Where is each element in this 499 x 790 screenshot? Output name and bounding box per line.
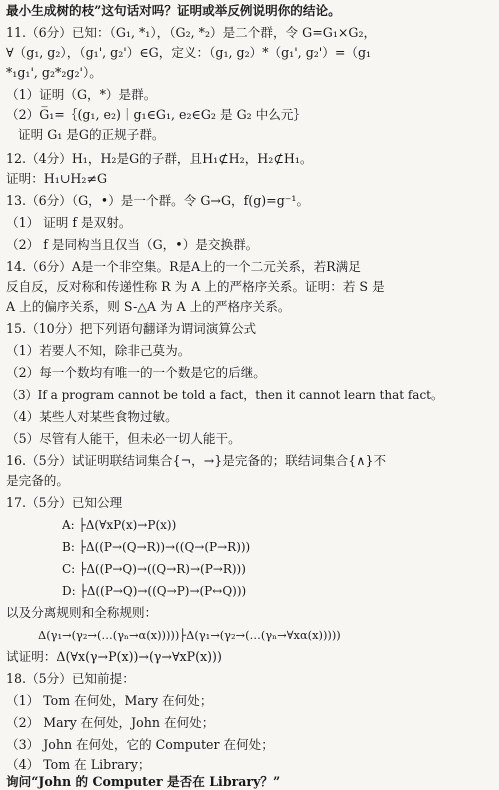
q17-formula: Δ(γ₁→(γ₂→(…(γₙ→α(x)))))├Δ(γ₁→(γ₂→(…(γₙ→∀xα(x))))) [38, 628, 341, 642]
q11-definition-cont: *₁g₁', g₂*₂g₂'）。 [6, 65, 102, 80]
q11-part2-proof: 证明 G₁ 是G的正规子群。 [18, 127, 165, 142]
q17-rules: 以及分离规则和全称规则： [6, 605, 158, 620]
q14-stem: 14.（6分）A是一个非空集。R是A上的一个二元关系，若R满足 [6, 259, 361, 274]
q14-stem-cont2: A 上的偏序关系，则 S-△A 为 A 上的严格序关系。 [6, 299, 291, 314]
q11-part1: （1）证明（G，*）是群。 [6, 87, 157, 102]
q13-part1: （1） 证明 f 是双射。 [6, 215, 132, 230]
axiom-b: B: ├Δ((P→(Q→R))→((Q→(P→R))) [62, 540, 251, 554]
q16-stem: 16.（5分）试证明联结词集合{¬，→}是完备的；联结词集合{∧}不 [6, 453, 387, 468]
axiom-c: C: ├Δ((P→Q)→((Q→R)→(P→R))) [62, 562, 246, 576]
q12-stem: 12.（4分）H₁，H₂是G的子群，且H₁⊄H₂，H₂⊄H₁。 [6, 151, 313, 166]
q17-prove: 试证明：Δ(∀x(γ→P(x))→(γ→∀xP(x))) [6, 649, 222, 664]
q15-item3: （3）If a program cannot be told a fact，then it cannot learn that fact。 [6, 388, 444, 402]
q11-stem: 11.（6分）已知：（G₁, *₁），（G₂, *₂）是二个群，令 G=G₁×G₂， [6, 25, 377, 40]
text-line-1: 最小生成树的枝”这句话对吗？证明或举反例说明你的结论。 [6, 3, 341, 18]
q13-stem: 13.（6分）（G，•）是一个群。令 G→G，f(g)=g⁻¹。 [6, 193, 310, 208]
q18-premise1: （1） Tom 在何处，Mary 在何处； [6, 693, 213, 708]
q11-part2: （2）G̅₁=｛(g₁, e₂)｜g₁∈G₁, e₂∈G₂ 是 G₂ 中么元｝ [6, 107, 307, 122]
q18-premise4: （4） Tom 在 Library； [6, 757, 151, 772]
q13-part2: （2） f 是同构当且仅当（G，•）是交换群。 [6, 237, 259, 252]
q15-item2: （2）每一个数均有唯一的一个数是它的后继。 [6, 365, 266, 380]
q15-stem: 15.（10分）把下列语句翻译为谓词演算公式 [6, 321, 257, 336]
q18-stem: 18.（5分）已知前提： [6, 671, 135, 686]
q12-proof: 证明：H₁∪H₂≠G [6, 171, 108, 186]
q18-premise2: （2） Mary 在何处，John 在何处； [6, 715, 215, 730]
q15-item1: （1）若要人不知，除非己莫为。 [6, 343, 191, 358]
q18-question: 询问“John 的 Computer 是否在 Library？” [6, 774, 281, 789]
q15-item4: （4）某些人对某些食物过敏。 [6, 409, 178, 424]
q18-premise3: （3） John 在何处，它的 Computer 在何处； [6, 737, 274, 752]
q17-stem: 17.（5分）已知公理 [6, 495, 123, 510]
q16-stem-cont: 是完备的。 [6, 473, 69, 488]
axiom-d: D: ├Δ((P→Q)→((Q→P)→(P↔Q))) [62, 584, 247, 598]
q15-item5: （5）尽管有人能干，但未必一切人能干。 [6, 431, 241, 446]
q14-stem-cont1: 反自反，反对称和传递性称 R 为 A 上的严格序关系。证明：若 S 是 [6, 279, 385, 294]
q11-definition: ∀（g₁, g₂），（g₁', g₂'）∈G，定义：（g₁, g₂）*（g₁', g₂'）=（g₁ [6, 45, 372, 60]
axiom-a: A: ├Δ(∀xP(x)→P(x)) [62, 518, 177, 532]
